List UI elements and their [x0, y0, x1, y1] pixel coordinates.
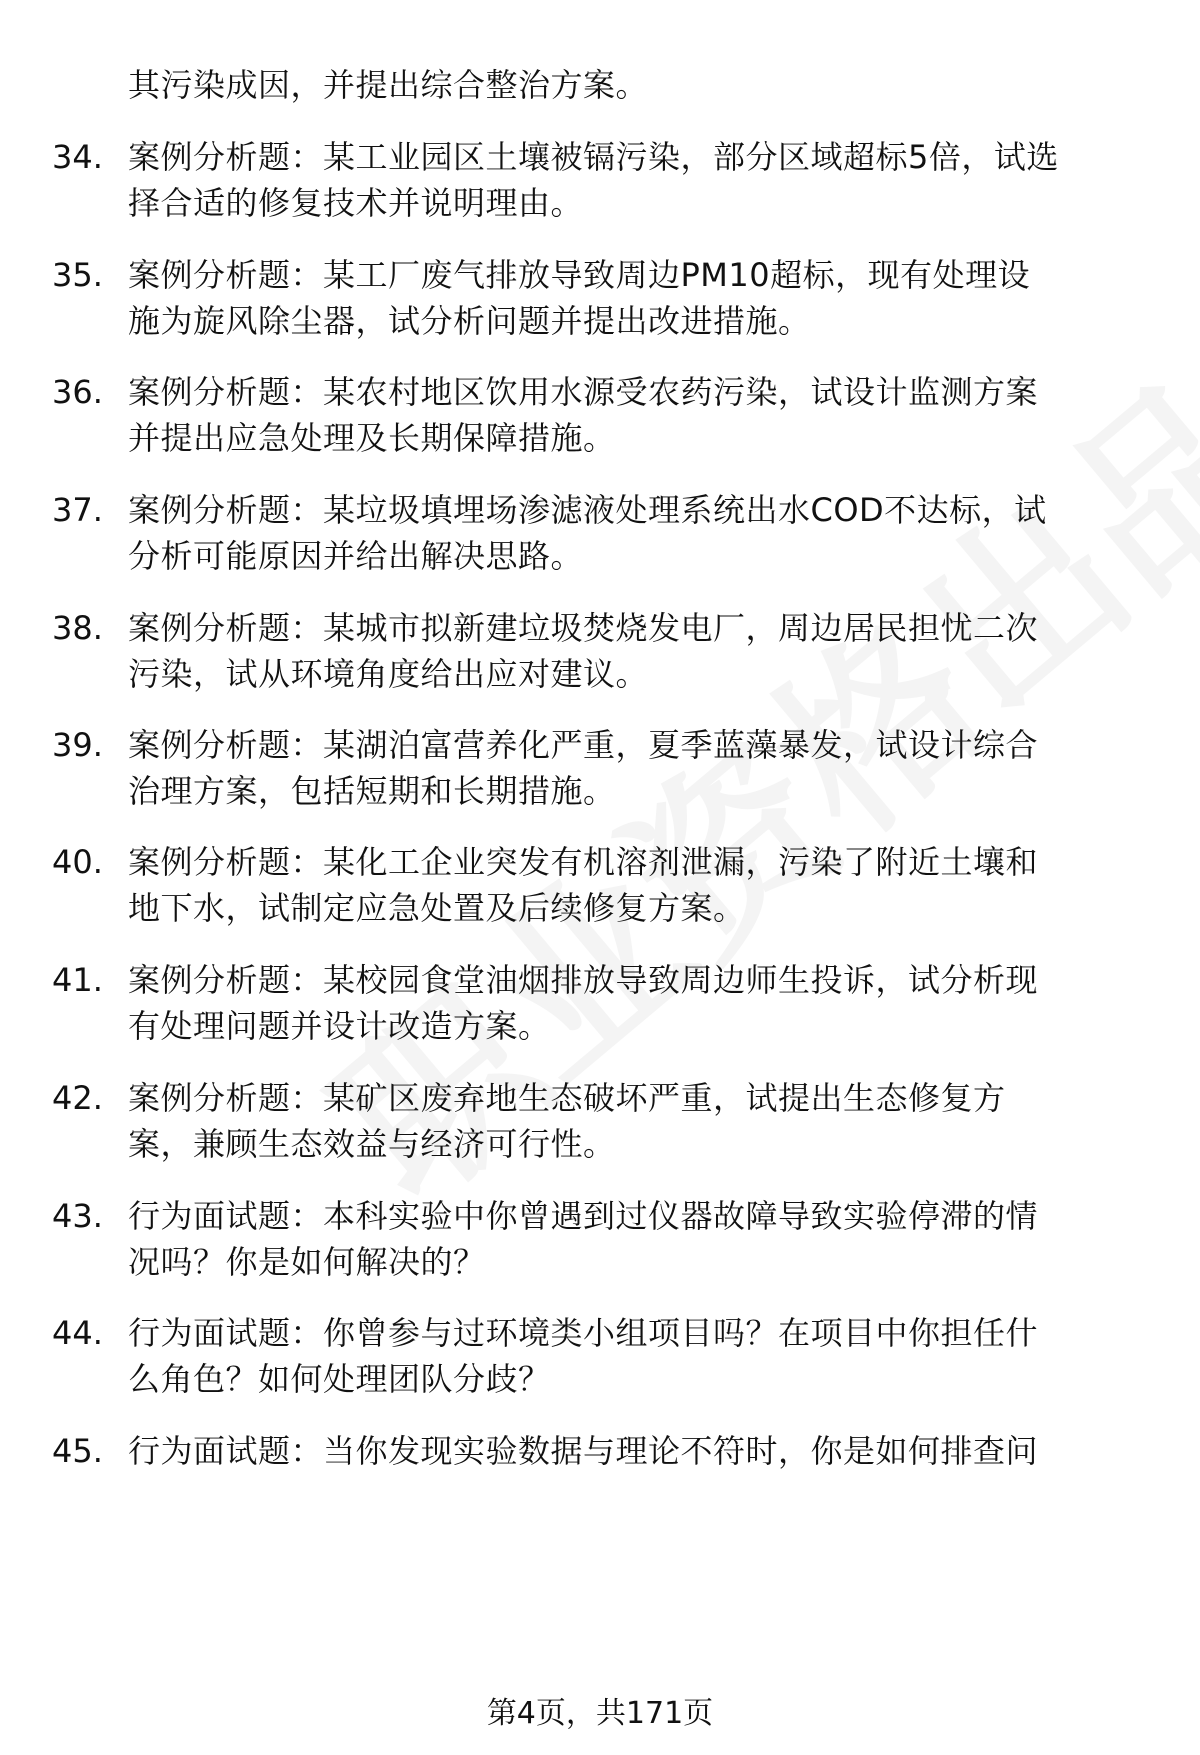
question-line: 行为面试题：当你发现实验数据与理论不符时，你是如何排查问: [128, 1432, 1039, 1470]
question-number: 34.: [52, 138, 103, 176]
question-line: 污染，试从环境角度给出应对建议。: [128, 655, 649, 693]
question-line: 案例分析题：某工厂废气排放导致周边PM10超标，现有处理设: [128, 256, 1031, 294]
question-line: 行为面试题：本科实验中你曾遇到过仪器故障导致实验停滞的情: [128, 1197, 1039, 1235]
question-item: [52, 1075, 1172, 1175]
question-text: [128, 487, 1200, 579]
question-text: [128, 1193, 1200, 1285]
question-item: [52, 134, 1172, 234]
question-line: 案例分析题：某垃圾填埋场渗滤液处理系统出水COD不达标，试: [128, 491, 1047, 529]
question-item: [52, 1310, 1172, 1410]
page-indicator: 第4页，共171页: [486, 1696, 714, 1731]
question-item: [52, 369, 1172, 469]
question-line: 案例分析题：某农村地区饮用水源受农药污染，试设计监测方案: [128, 373, 1039, 411]
question-number: 36.: [52, 373, 103, 411]
question-line: 案例分析题：某校园食堂油烟排放导致周边师生投诉，试分析现: [128, 961, 1039, 999]
question-item: [52, 839, 1172, 939]
question-number: 38.: [52, 609, 103, 647]
question-text: [128, 957, 1200, 1049]
question-number: 44.: [52, 1314, 103, 1352]
question-text: [128, 605, 1200, 697]
question-item: [52, 722, 1172, 822]
continuation-text: 其污染成因，并提出综合整治方案。: [128, 66, 649, 104]
question-line: 择合适的修复技术并说明理由。: [128, 184, 584, 222]
question-line: 行为面试题：你曾参与过环境类小组项目吗？在项目中你担任什: [128, 1314, 1039, 1352]
question-line: 案例分析题：某湖泊富营养化严重，夏季蓝藻暴发，试设计综合: [128, 726, 1039, 764]
question-line: 么角色？如何处理团队分歧？: [128, 1360, 551, 1398]
question-line: 案例分析题：某城市拟新建垃圾焚烧发电厂，周边居民担忧二次: [128, 609, 1039, 647]
question-text: [128, 1075, 1200, 1167]
question-text: [128, 1310, 1200, 1402]
question-item: [52, 487, 1172, 587]
question-number: 39.: [52, 726, 103, 764]
question-line: 地下水，试制定应急处置及后续修复方案。: [128, 889, 746, 927]
question-line: 案例分析题：某化工企业突发有机溶剂泄漏，污染了附近土壤和: [128, 843, 1039, 881]
question-line: 案例分析题：某工业园区土壤被镉污染，部分区域超标5倍，试选: [128, 138, 1059, 176]
question-line: 案例分析题：某矿区废弃地生态破坏严重，试提出生态修复方: [128, 1079, 1006, 1117]
question-number: 43.: [52, 1197, 103, 1235]
question-text: [128, 252, 1200, 344]
question-number: 45.: [52, 1432, 103, 1470]
question-number: 37.: [52, 491, 103, 529]
question-line: 并提出应急处理及长期保障措施。: [128, 419, 616, 457]
question-line: 施为旋风除尘器，试分析问题并提出改进措施。: [128, 302, 811, 340]
question-number: 42.: [52, 1079, 103, 1117]
question-item: [52, 1428, 1172, 1528]
question-line: 案，兼顾生态效益与经济可行性。: [128, 1125, 616, 1163]
question-item: [52, 605, 1172, 705]
question-number: 40.: [52, 843, 103, 881]
question-text: [128, 722, 1200, 814]
question-text: [128, 839, 1200, 931]
question-number: 35.: [52, 256, 103, 294]
question-line: 有处理问题并设计改造方案。: [128, 1007, 551, 1045]
question-item: [52, 1193, 1172, 1293]
question-item: [52, 252, 1172, 352]
question-text: [128, 1428, 1200, 1474]
question-text: [128, 369, 1200, 461]
question-line: 况吗？你是如何解决的？: [128, 1243, 486, 1281]
question-line: 分析可能原因并给出解决思路。: [128, 537, 584, 575]
question-line: 治理方案，包括短期和长期措施。: [128, 772, 616, 810]
question-text: [128, 134, 1200, 226]
question-item: [52, 957, 1172, 1057]
question-number: 41.: [52, 961, 103, 999]
